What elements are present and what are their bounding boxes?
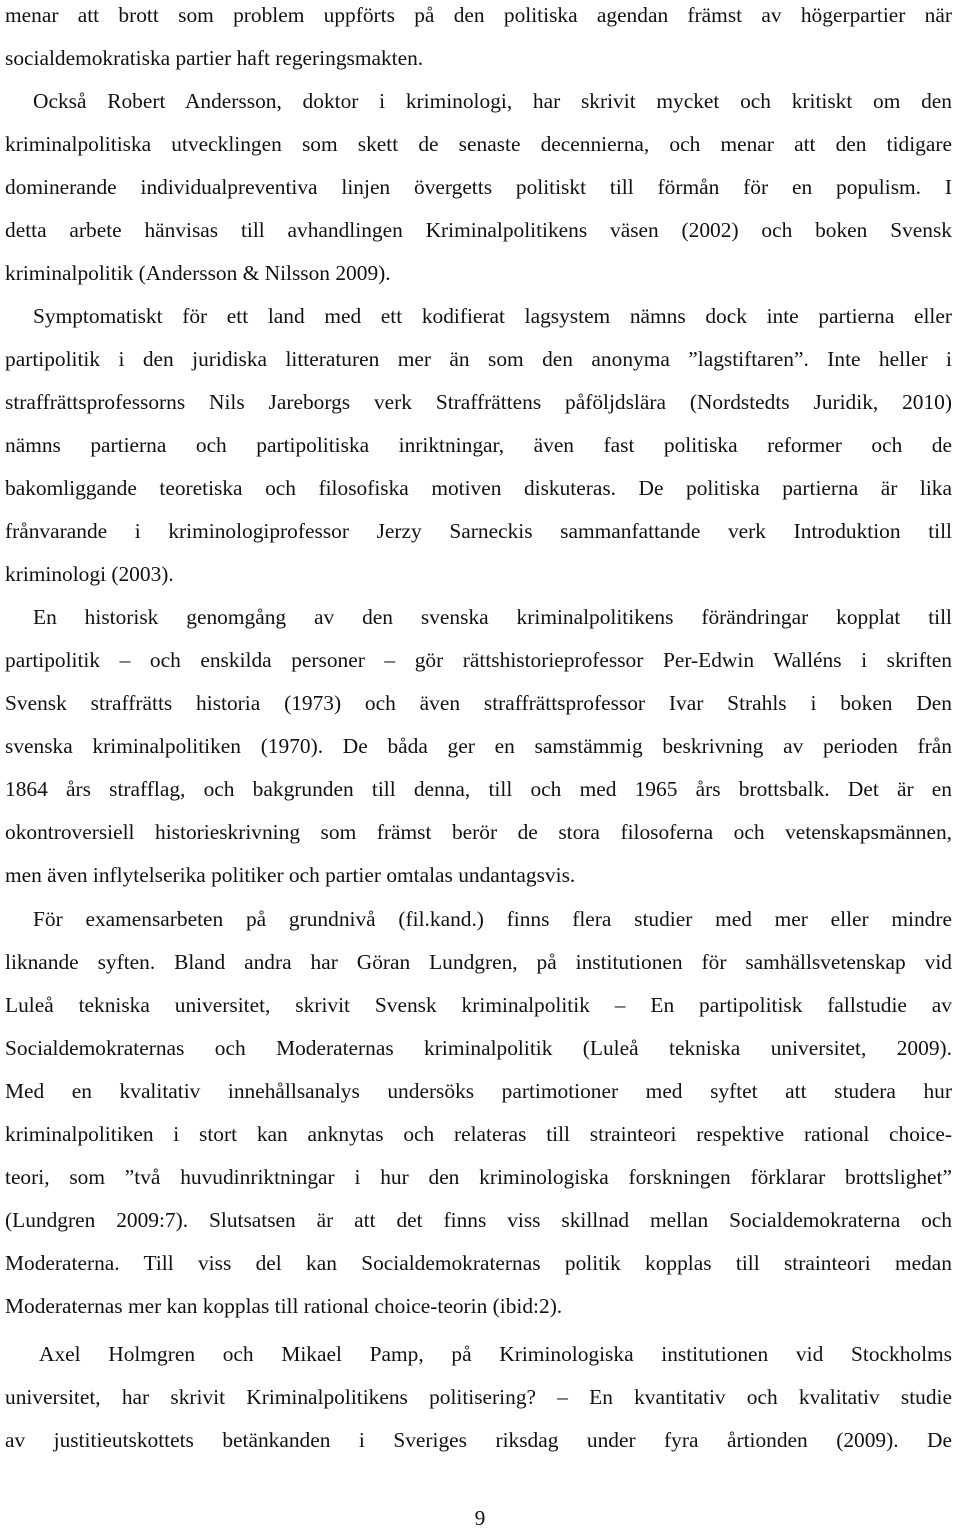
text-line: kriminologi (2003).: [5, 562, 174, 586]
text-line: okontroversiell historieskrivning som främst berör de stora filosoferna och vetenskapsmännen,: [5, 820, 952, 844]
text-line: Svensk straffrätts historia (1973) och även straffrättsprofessor Ivar Strahls i boken Den: [5, 691, 952, 715]
text-line: En historisk genomgång av den svenska kriminalpolitikens förändringar kopplat till: [33, 605, 952, 629]
text-line: av justitieutskottets betänkanden i Sveriges riksdag under fyra årtionden (2009). De: [5, 1428, 952, 1452]
text-line: För examensarbeten på grundnivå (fil.kand.) finns flera studier med mer eller mindre: [33, 907, 952, 931]
text-line: nämns partierna och partipolitiska inriktningar, även fast politiska reformer och de: [5, 433, 952, 457]
text-line: Också Robert Andersson, doktor i kriminologi, har skrivit mycket och kritiskt om den: [33, 89, 952, 113]
text-line: menar att brott som problem uppförts på den politiska agendan främst av högerpartier när: [5, 3, 952, 27]
text-line: (Lundgren 2009:7). Slutsatsen är att det finns viss skillnad mellan Socialdemokraterna och: [5, 1208, 952, 1232]
text-line: dominerande individualpreventiva linjen övergetts politiskt till förmån för en populism. I: [5, 175, 952, 199]
text-line: Moderaternas mer kan kopplas till rational choice-teorin (ibid:2).: [5, 1294, 563, 1318]
text-line: kriminalpolitik (Andersson & Nilsson 2009).: [5, 261, 391, 285]
text-line: partipolitik – och enskilda personer – gör rättshistorieprofessor Per-Edwin Walléns i skriften: [5, 648, 952, 672]
text-line: teori, som ”två huvudinriktningar i hur den kriminologiska forskningen förklarar brottslighet”: [5, 1165, 952, 1189]
text-line: detta arbete hänvisas till avhandlingen Kriminalpolitikens väsen (2002) och boken Svensk: [5, 218, 952, 242]
text-line: svenska kriminalpolitiken (1970). De båda ger en samstämmig beskrivning av perioden från: [5, 734, 952, 758]
text-line: kriminalpolitiken i stort kan anknytas och relateras till strainteori respektive rational choice-: [5, 1122, 952, 1146]
text-line: straffrättsprofessorns Nils Jareborgs verk Straffrättens påföljdslära (Nordstedts Juridik, 2010): [5, 390, 952, 414]
text-line: Symptomatiskt för ett land med ett kodifierat lagsystem nämns dock inte partierna eller: [33, 304, 952, 328]
text-line: bakomliggande teoretiska och filosofiska motiven diskuteras. De politiska partierna är lika: [5, 476, 952, 500]
text-line: 1864 års strafflag, och bakgrunden till denna, till och med 1965 års brottsbalk. Det är en: [5, 777, 952, 801]
page-number: 9: [474, 1506, 486, 1530]
text-line: men även inflytelserika politiker och partier omtalas undantagsvis.: [5, 863, 576, 887]
text-line: socialdemokratiska partier haft regeringsmakten.: [5, 46, 424, 70]
text-line: Luleå tekniska universitet, skrivit Svensk kriminalpolitik – En partipolitisk fallstudie av: [5, 993, 952, 1017]
text-line: Axel Holmgren och Mikael Pamp, på Kriminologiska institutionen vid Stockholms: [39, 1342, 952, 1366]
text-line: Moderaterna. Till viss del kan Socialdemokraternas politik kopplas till strainteori medan: [5, 1251, 952, 1275]
text-line: Med en kvalitativ innehållsanalys undersöks partimotioner med syftet att studera hur: [5, 1079, 952, 1103]
text-line: kriminalpolitiska utvecklingen som skett de senaste decennierna, och menar att den tidigare: [5, 132, 952, 156]
text-line: universitet, har skrivit Kriminalpolitikens politisering? – En kvantitativ och kvalitativ studie: [5, 1385, 952, 1409]
text-line: Socialdemokraternas och Moderaternas kriminalpolitik (Luleå tekniska universitet, 2009).: [5, 1036, 952, 1060]
text-line: partipolitik i den juridiska litteraturen mer än som den anonyma ”lagstiftaren”. Inte heller i: [5, 347, 952, 371]
text-line: frånvarande i kriminologiprofessor Jerzy Sarneckis sammanfattande verk Introduktion till: [5, 519, 952, 543]
text-line: liknande syften. Bland andra har Göran Lundgren, på institutionen för samhällsvetenskap vid: [5, 950, 952, 974]
